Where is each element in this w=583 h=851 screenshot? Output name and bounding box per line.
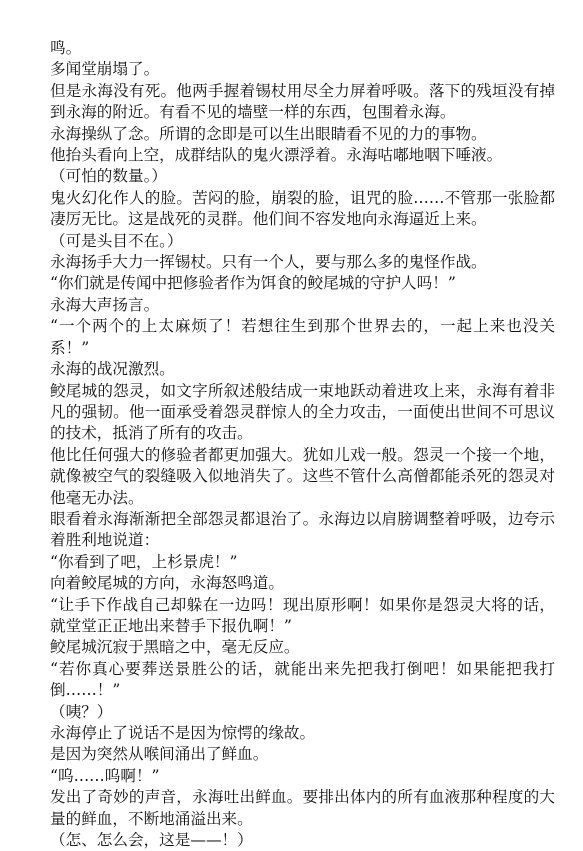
paragraph: “让手下作战自己却躲在一边吗！现出原形啊！如果你是怨灵大将的话，就堂堂正正地出来替手下报仇啊！” xyxy=(50,595,555,635)
paragraph: 眼看着永海渐渐把全部怨灵都退治了。永海边以肩膀调整着呼吸，边夸示着胜利地说道： xyxy=(50,509,555,550)
paragraph: 永海扬手大力一挥锡杖。只有一个人，要与那么多的鬼怪作战。 xyxy=(50,253,487,272)
paragraph: “呜……呜啊！” xyxy=(50,766,160,785)
paragraph: 永海大声扬言。 xyxy=(50,295,160,314)
body-text xyxy=(50,38,555,851)
paragraph: 鲛尾城沉寂于黑暗之中，毫无反应。 xyxy=(50,638,300,657)
paragraph: “一个两个的上太麻烦了！若想往生到那个世界去的，一起上来也没关系！” xyxy=(50,317,555,357)
paragraph: （可怕的数量。） xyxy=(50,167,167,186)
paragraph: （可是头目不在。） xyxy=(50,231,183,250)
paragraph: “若你真心要葬送景胜公的话，就能出来先把我打倒吧！如果能把我打倒……！” xyxy=(50,659,555,700)
paragraph: 发出了奇妙的声音，永海吐出鲜血。要排出体内的所有血液那种程度的大量的鲜血，不断地涌溢出来。 xyxy=(50,788,555,828)
paragraph: 但是永海没有死。他两手握着锡杖用尽全力屏着呼吸。落下的残垣没有掉到永海的附近。有看不见的墙壁一样的东西，包围着永海。 xyxy=(50,81,555,122)
paragraph: 鸣。 xyxy=(50,39,82,57)
paragraph: 他抬头看向上空，成群结队的鬼火漂浮着。永海咕嘟地咽下唾液。 xyxy=(50,146,503,165)
paragraph: 是因为突然从喉间涌出了鲜血。 xyxy=(50,745,269,764)
paragraph: 多闻堂崩塌了。 xyxy=(50,60,160,79)
paragraph: 永海操纵了念。所谓的念即是可以生出眼睛看不见的力的事物。 xyxy=(50,124,487,143)
paragraph: “你看到了吧，上杉景虎！” xyxy=(50,552,238,571)
paragraph: 永海的战况激烈。 xyxy=(50,360,175,379)
paragraph: “你们就是传闻中把修验者作为饵食的鲛尾城的守护人吗！” xyxy=(50,274,456,293)
paragraph: 鲛尾城的怨灵，如文字所叙述般结成一束地跃动着进攻上来，永海有着非凡的强韧。他一面承受着怨灵群惊人的全力攻击，一面使出世间不可思议的技术，抵消了所有的攻击。 xyxy=(50,381,555,443)
paragraph: 鬼火幻化作人的脸。苦闷的脸，崩裂的脸，诅咒的脸……不管那一张脸都凄厉无比。这是战死的灵群。他们间不容发地向永海逼近上来。 xyxy=(50,188,555,229)
paragraph: （怎、怎么会，这是——！） xyxy=(50,831,253,850)
paragraph: 他比任何强大的修验者都更加强大。犹如儿戏一般。怨灵一个接一个地，就像被空气的裂缝吸入似地消失了。这些不管什么高僧都能杀死的怨灵对他毫无办法。 xyxy=(50,445,555,507)
paragraph: 向着鲛尾城的方向，永海怒鸣道。 xyxy=(50,574,284,593)
paragraph: （咦？） xyxy=(50,702,113,721)
paragraph: 永海停止了说话不是因为惊愕的缘故。 xyxy=(50,724,316,742)
